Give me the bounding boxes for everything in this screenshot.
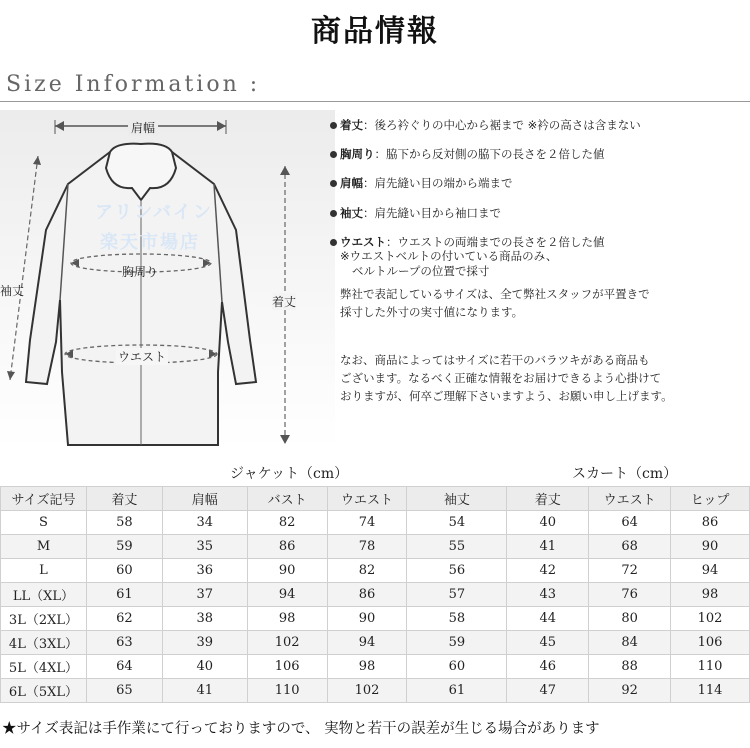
note-shoulder [330,176,745,191]
table-cell: 102 [247,631,327,655]
note-waist [330,235,745,250]
para2-line-1: なお、商品によってはサイズに若干のバラツキがある商品も [340,352,650,367]
skirt-group-label: スカート（cm） [572,466,678,482]
size-table [0,486,750,703]
note-waist-remark-1: ※ウエストベルトの付いている商品のみ、 [340,249,558,264]
table-cell: 94 [671,559,750,583]
table-cell: 42 [507,559,589,583]
table-cell: 54 [407,511,507,535]
table-row [1,511,750,535]
note-chest-key: 胸周り [340,147,375,162]
table-cell: 98 [327,655,407,679]
size-information-heading: Size Information : [6,72,261,97]
table-cell: 92 [589,679,671,703]
table-cell: 56 [407,559,507,583]
table-cell: 74 [327,511,407,535]
note-sleeve-key: 袖丈 [340,205,363,220]
note-chest [330,147,745,162]
footer-note: ★サイズ表記は手作業にて行っておりますので、 実物と若干の誤差が生じる場合があります [2,721,600,737]
table-row [1,655,750,679]
table-row [1,607,750,631]
table-cell: 41 [507,535,589,559]
table-cell: 64 [589,511,671,535]
table-cell: 40 [162,655,247,679]
table-cell: 36 [162,559,247,583]
bullet-icon [330,210,337,217]
table-cell: 62 [86,607,162,631]
table-cell: 61 [86,583,162,607]
table-cell: 64 [86,655,162,679]
header-cell: ウエスト [589,487,671,511]
bullet-icon [330,239,337,246]
table-row [1,631,750,655]
header-cell: サイズ記号 [1,487,87,511]
diagram-label-waist: ウエスト [118,350,167,364]
table-cell: 60 [86,559,162,583]
diagram-label-sleeve: 袖丈 [0,284,25,298]
size-code-cell: L [1,559,87,583]
table-cell: 106 [671,631,750,655]
table-cell: 44 [507,607,589,631]
table-cell: 65 [86,679,162,703]
note-shoulder-text: ：肩先縫い目の端から端まで [363,176,513,191]
size-code-cell: 5L（4XL） [1,655,87,679]
table-cell: 39 [162,631,247,655]
table-cell: 86 [247,535,327,559]
note-length [330,118,745,133]
note-waist-remark-2: ベルトループの位置で採寸 [352,263,490,278]
header-cell: ヒップ [671,487,750,511]
note-waist-text: ：ウエストの両端までの長さを２倍した値 [386,234,605,249]
para1-line-2: 採寸した外寸の実寸値になります。 [340,304,524,319]
table-cell: 72 [589,559,671,583]
table-cell: 110 [671,655,750,679]
header-cell: 着丈 [507,487,589,511]
table-cell: 90 [327,607,407,631]
coat-diagram-icon [0,110,335,450]
size-code-cell: 4L（3XL） [1,631,87,655]
diagram-label-shoulder: 肩幅 [128,119,158,136]
table-cell: 58 [407,607,507,631]
table-cell: 41 [162,679,247,703]
watermark-line-2: 楽天市場店 [100,232,200,253]
table-cell: 86 [671,511,750,535]
header-cell: 肩幅 [162,487,247,511]
coat-diagram-panel [0,110,335,450]
header-cell: ウエスト [327,487,407,511]
table-cell: 47 [507,679,589,703]
table-cell: 35 [162,535,247,559]
bullet-icon [330,122,337,129]
table-cell: 59 [407,631,507,655]
table-cell: 106 [247,655,327,679]
header-cell: 袖丈 [407,487,507,511]
table-cell: 90 [247,559,327,583]
table-cell: 82 [327,559,407,583]
table-row [1,679,750,703]
table-cell: 46 [507,655,589,679]
note-waist-key: ウエスト [340,234,386,249]
table-cell: 57 [407,583,507,607]
note-length-key: 着丈 [340,118,363,132]
diagram-label-chest: 胸周り [122,265,159,279]
size-code-cell: LL（XL） [1,583,87,607]
table-cell: 84 [589,631,671,655]
table-cell: 37 [162,583,247,607]
size-code-cell: 3L（2XL） [1,607,87,631]
para1-line-1: 弊社で表記しているサイズは、全て弊社スタッフが平置きで [340,286,650,301]
size-code-cell: M [1,535,87,559]
table-cell: 76 [589,583,671,607]
heading-divider [0,101,750,102]
size-code-cell: 6L（5XL） [1,679,87,703]
note-sleeve [330,206,745,221]
diagram-label-length: 着丈 [272,295,297,309]
table-cell: 68 [589,535,671,559]
table-cell: 58 [86,511,162,535]
header-cell: 着丈 [86,487,162,511]
table-cell: 110 [247,679,327,703]
watermark-line-1: アリンバイン [95,202,214,223]
table-cell: 59 [86,535,162,559]
size-code-cell: S [1,511,87,535]
table-row [1,535,750,559]
note-chest-text: ：脇下から反対側の脇下の長さを２倍した値 [374,147,605,162]
header-cell: バスト [247,487,327,511]
table-cell: 55 [407,535,507,559]
table-cell: 88 [589,655,671,679]
note-length-text: ：後ろ衿ぐりの中心から裾まで ※衿の高さは含まない [363,118,641,132]
table-cell: 80 [589,607,671,631]
table-cell: 90 [671,535,750,559]
jacket-group-label: ジャケット（cm） [230,466,349,482]
table-cell: 78 [327,535,407,559]
table-cell: 86 [327,583,407,607]
para2-line-3: おりますが、何卒ご理解下さいますよう、お願い申し上げます。 [340,388,673,403]
table-cell: 40 [507,511,589,535]
table-cell: 94 [327,631,407,655]
table-row [1,583,750,607]
bullet-icon [330,180,337,187]
table-cell: 94 [247,583,327,607]
size-table-header [1,487,750,511]
table-cell: 63 [86,631,162,655]
note-sleeve-text: ：肩先縫い目から袖口まで [363,205,501,220]
table-cell: 102 [327,679,407,703]
note-shoulder-key: 肩幅 [340,176,363,191]
table-row [1,559,750,583]
table-cell: 45 [507,631,589,655]
table-cell: 98 [247,607,327,631]
bullet-icon [330,151,337,158]
table-cell: 61 [407,679,507,703]
table-cell: 98 [671,583,750,607]
table-cell: 43 [507,583,589,607]
para2-line-2: ございます。なるべく正確な情報をお届けできるよう心掛けて [340,370,662,385]
measurement-notes [330,118,745,405]
table-cell: 114 [671,679,750,703]
table-cell: 102 [671,607,750,631]
table-cell: 38 [162,607,247,631]
table-cell: 34 [162,511,247,535]
table-cell: 82 [247,511,327,535]
page-title: 商品情報 [311,14,439,49]
table-cell: 60 [407,655,507,679]
